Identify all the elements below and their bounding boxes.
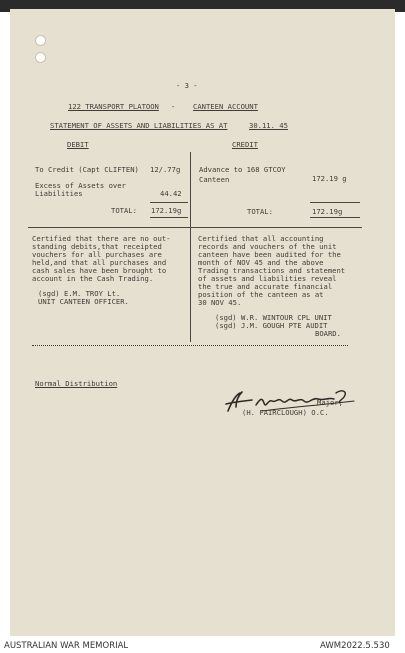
debit-row2-amount: 44.42 xyxy=(160,189,182,198)
credit-header: CREDIT xyxy=(232,140,258,149)
heading-unit: 122 TRANSPORT PLATOON xyxy=(68,102,159,111)
column-divider-top xyxy=(190,152,191,227)
cert-right-line: records and vouchers of the unit xyxy=(198,242,337,251)
punch-hole-top xyxy=(35,35,46,46)
debit-row2-label-2: Liabilities xyxy=(35,189,83,198)
cert-left-line: cash sales have been brought to xyxy=(32,266,167,275)
cert-right-line: 30 NOV 45. xyxy=(198,298,242,307)
credit-total-label: TOTAL: xyxy=(247,207,273,216)
cert-right-line: of assets and liabilities reveal xyxy=(198,274,337,283)
cert-right-line: canteen have been audited for the xyxy=(198,250,341,259)
heading-separator: - xyxy=(171,102,176,111)
cert-left-line: held,and that all purchases and xyxy=(32,258,167,267)
distribution-note: Normal Distribution xyxy=(35,379,118,388)
officer-rank: Major, xyxy=(317,398,343,407)
cert-left-line: Certified that there are no out- xyxy=(32,234,171,243)
column-divider-bottom xyxy=(190,227,191,342)
debit-total-label: TOTAL: xyxy=(111,206,137,215)
credit-total-rule xyxy=(310,202,360,203)
debit-total-rule xyxy=(150,202,188,203)
debit-total-amount: 172.19g xyxy=(151,206,182,215)
cert-left-signer-2: UNIT CANTEEN OFFICER. xyxy=(38,297,129,306)
cert-right-line: Certified that all accounting xyxy=(198,234,324,243)
cert-left-line: account in the Cash Trading. xyxy=(32,274,154,283)
credit-row1-label-2: Canteen xyxy=(199,175,230,184)
cert-right-line: Trading transactions and statement xyxy=(198,266,346,275)
debit-row1-amount: 12/.77g xyxy=(150,165,181,174)
dotted-separator xyxy=(32,345,348,346)
punch-hole-bottom xyxy=(35,52,46,63)
officer-name: (H. FAIRCLOUGH) O.C. xyxy=(242,408,329,417)
cert-right-signer-1: (sgd) W.R. WINTOUR CPL UNIT xyxy=(215,313,332,322)
cert-left-line: vouchers for all purchases are xyxy=(32,250,162,259)
section-divider xyxy=(28,227,362,228)
statement-title: STATEMENT OF ASSETS AND LIABILITIES AS AT xyxy=(50,121,228,130)
credit-row1-label-1: Advance to 168 GTCOY xyxy=(199,165,286,174)
cert-right-signer-2: (sgd) J.M. GOUGH PTE AUDIT xyxy=(215,321,328,330)
cert-right-line: position of the canteen as at xyxy=(198,290,324,299)
footer-institution: AUSTRALIAN WAR MEMORIAL xyxy=(4,641,129,651)
document-page xyxy=(10,9,395,636)
cert-right-line: month of NOV 45 and the above xyxy=(198,258,324,267)
cert-left-line: standing debits,that receipted xyxy=(32,242,162,251)
page-number: - 3 - xyxy=(176,81,198,90)
debit-header: DEBIT xyxy=(67,140,89,149)
debit-row2-label-1: Excess of Assets over xyxy=(35,181,126,190)
cert-right-signer-3: BOARD. xyxy=(315,329,341,338)
cert-left-signer-1: (sgd) E.M. TROY Lt. xyxy=(38,289,121,298)
credit-total-amount: 172.19g xyxy=(312,207,343,216)
cert-right-line: the true and accurate financial xyxy=(198,282,333,291)
debit-total-underline xyxy=(150,217,188,218)
statement-date: 30.11. 45 xyxy=(249,121,288,130)
debit-row1-label: To Credit (Capt CLIFTEN) xyxy=(35,165,139,174)
credit-total-underline xyxy=(310,217,360,218)
credit-row1-amount: 172.19 g xyxy=(312,174,347,183)
footer-accession-number: AWM2022.5.530 xyxy=(320,641,390,651)
heading-account: CANTEEN ACCOUNT xyxy=(193,102,258,111)
